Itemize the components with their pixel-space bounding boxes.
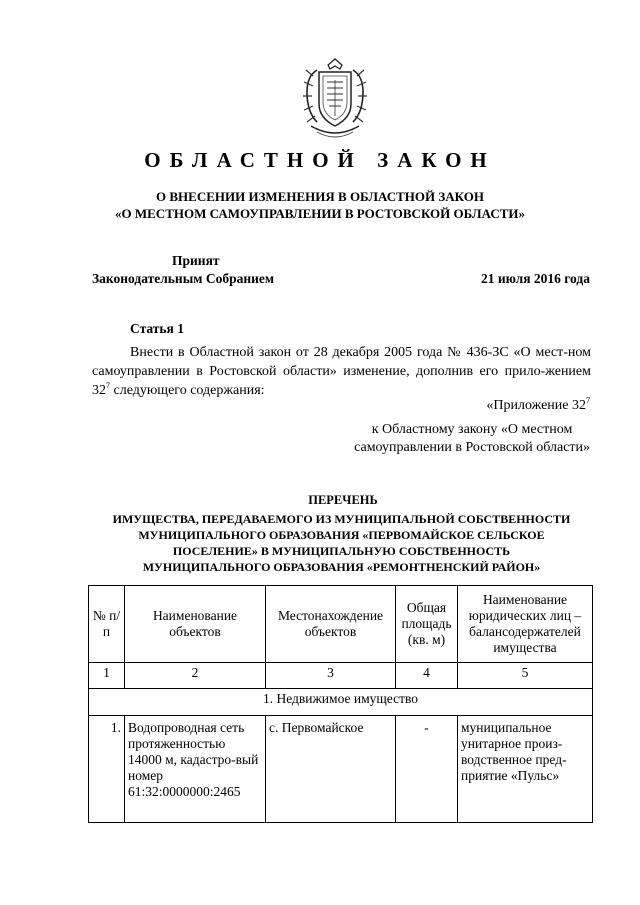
adopted-by: Законодательным Собранием: [92, 271, 275, 286]
article-superscript: 7: [106, 381, 110, 390]
list-subtitle-line-2: МУНИЦИПАЛЬНОГО ОБРАЗОВАНИЯ «ПЕРВОМАЙСКОЕ СЕЛЬСКОЕ: [138, 528, 545, 542]
appendix-superscript: 7: [586, 396, 590, 405]
appendix-reference-text: «Приложение 32: [486, 398, 586, 413]
list-subtitle-line-3: ПОСЕЛЕНИЕ» В МУНИЦИПАЛЬНУЮ СОБСТВЕННОСТЬ: [172, 544, 511, 558]
article-heading: Статья 1: [130, 321, 184, 336]
law-subtitle-line-1: О ВНЕСЕНИИ ИЗМЕНЕНИЯ В ОБЛАСТНОЙ ЗАКОН: [156, 189, 484, 204]
header-object-name: Наименование объектов: [125, 586, 266, 663]
property-table: [88, 585, 593, 823]
header-location: Местонахождение объектов: [266, 586, 396, 663]
row-location: с. Первомайское: [266, 716, 396, 823]
row-number: 1.: [89, 716, 125, 823]
column-number: 5: [458, 663, 593, 689]
article-text-main: Внести в Областной закон от 28 декабря 2005 года № 436-ЗС «О мест-ном самоуправлении в Ростовской области» изменение, дополнив его прило-жением 32: [92, 345, 591, 398]
header-balance-holder: Наименование юридических лиц – балансодержателей имущества: [458, 586, 593, 663]
coat-of-arms-icon: [297, 56, 373, 142]
header-number: № п/п: [89, 586, 125, 663]
adopted-label: Принят: [172, 253, 220, 268]
column-number: 4: [396, 663, 458, 689]
list-title: ПЕРЕЧЕНЬ: [308, 493, 378, 507]
table-row: [89, 716, 593, 823]
row-object-name: Водопроводная сеть протяженностью 14000 м, кадастро-вый номер 61:32:0000000:2465: [125, 716, 266, 823]
list-subtitle-line-1: ИМУЩЕСТВА, ПЕРЕДАВАЕМОГО ИЗ МУНИЦИПАЛЬНОЙ СОБСТВЕННОСТИ: [112, 512, 571, 526]
appendix-note: [354, 421, 590, 457]
appendix-note-line-2: самоуправлении в Ростовской области»: [354, 440, 590, 455]
article-text-tail: следующего содержания:: [110, 383, 265, 398]
header-area: Общая площадь (кв. м): [396, 586, 458, 663]
list-subtitle-line-4: МУНИЦИПАЛЬНОГО ОБРАЗОВАНИЯ «РЕМОНТНЕНСКИЙ РАЙОН»: [142, 560, 541, 574]
appendix-reference: [486, 398, 590, 414]
row-area: -: [396, 716, 458, 823]
law-subtitle: [0, 188, 640, 222]
column-number: 3: [266, 663, 396, 689]
column-number: 2: [125, 663, 266, 689]
column-number: 1: [89, 663, 125, 689]
adopted-date: 21 июля 2016 года: [481, 271, 590, 286]
law-title: ОБЛАСТНОЙ ЗАКОН: [144, 148, 496, 172]
law-subtitle-line-2: «О МЕСТНОМ САМОУПРАВЛЕНИИ В РОСТОВСКОЙ ОБЛАСТИ»: [115, 206, 525, 221]
column-number-row: [89, 663, 593, 689]
list-subtitle: [92, 511, 591, 575]
row-balance-holder: муниципальное унитарное произ-водственное пред-приятие «Пульс»: [458, 716, 593, 823]
section-title: 1. Недвижимое имущество: [89, 689, 593, 716]
article-text: [92, 343, 591, 400]
appendix-note-line-1: к Областному закону «О местном: [371, 422, 573, 437]
section-row: [89, 689, 593, 716]
table-header-row: [89, 586, 593, 663]
